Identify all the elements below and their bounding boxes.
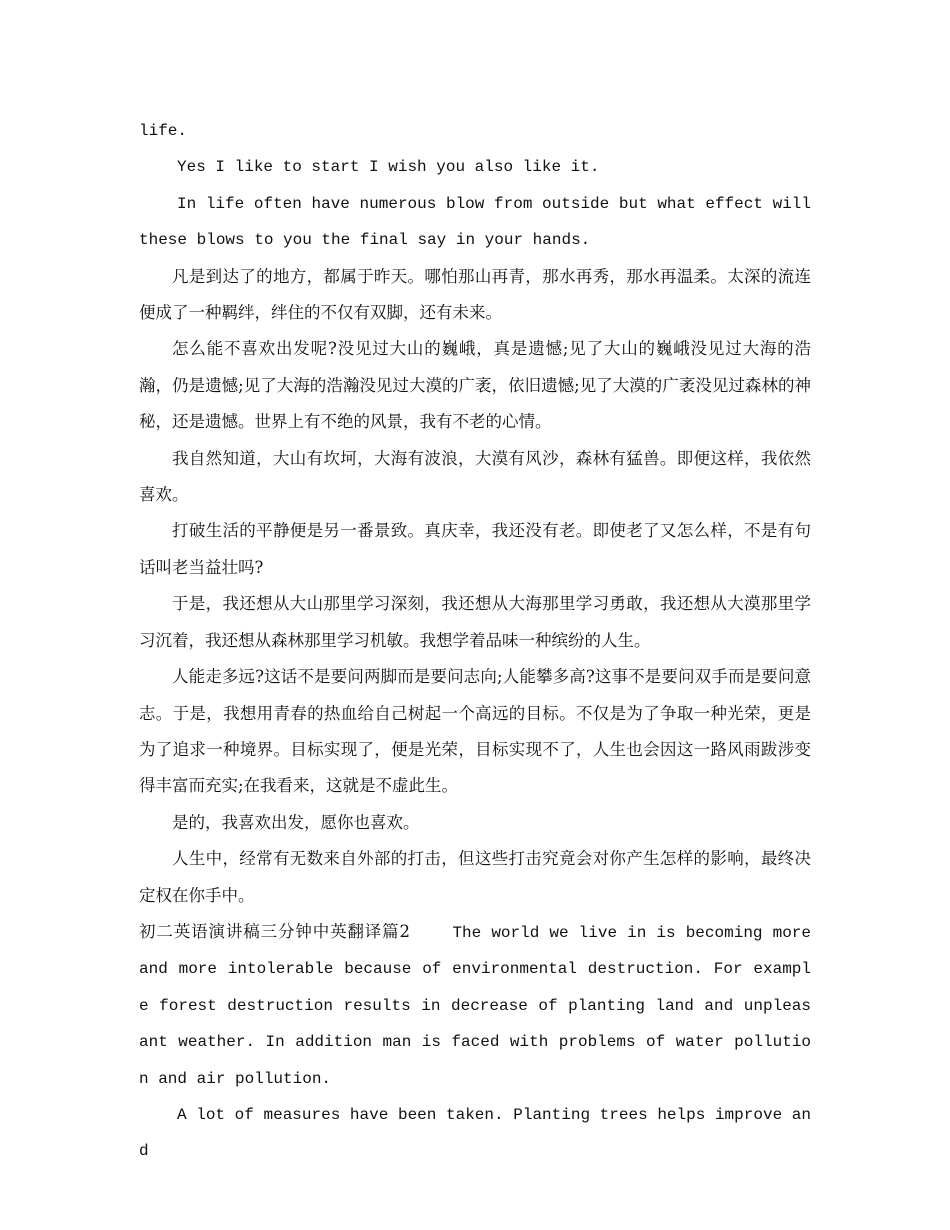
paragraph-cjk-5: 于是，我还想从大山那里学习深刻，我还想从大海那里学习勇敢，我还想从大漠那里学习沉着，我还想从森林那里学习机敏。我想学着品味一种缤纷的人生。 xyxy=(139,594,811,650)
paragraph-cjk-6: 人能走多远?这话不是要问两脚而是要问志向;人能攀多高?这事不是要问双手而是要问意志。于是，我想用青春的热血给自己树起一个高远的目标。不仅是为了争取一种光荣，更是为了追求一种境界。目标实现了，便是光荣，目标实现不了，人生也会因这一路风雨跋涉变得丰富而充实;在我看来，这就是不虚此生。 xyxy=(139,667,811,796)
paragraph-in-life: In life often have numerous blow from outside but what effect will these blows to you the final say in your hands. xyxy=(139,194,811,250)
document-body xyxy=(139,113,811,1170)
paragraph-cjk-2: 怎么能不喜欢出发呢?没见过大山的巍峨，真是遗憾;见了大山的巍峨没见过大海的浩瀚，仍是遗憾;见了大海的浩瀚没见过大漠的广袤，依旧遗憾;见了大漠的广袤没见过森林的神秘，还是遗憾。世界上有不绝的风景，我有不老的心情。 xyxy=(139,339,811,432)
section-body: The world we live in is becoming more and more intolerable because of environmental destruction. For example forest destruction results in decrease of planting land and unpleasant weather. In addition man is faced with problems of water pollution and air pollution. xyxy=(139,923,811,1088)
paragraph-cjk-3: 我自然知道，大山有坎坷，大海有波浪，大漠有风沙，森林有猛兽。即便这样，我依然喜欢。 xyxy=(139,448,811,505)
paragraph-cjk-8: 人生中，经常有无数来自外部的打击，但这些打击究竟会对你产生怎样的影响，最终决定权在你手中。 xyxy=(139,849,811,905)
section-paragraph xyxy=(139,914,811,1097)
paragraph-cjk-7: 是的，我喜欢出发，愿你也喜欢。 xyxy=(172,812,420,832)
paragraph-cjk-4: 打破生活的平静便是另一番景致。真庆幸，我还没有老。即使老了又怎么样，不是有句话叫老当益壮吗? xyxy=(139,521,811,577)
section-heading: 初二英语演讲稿三分钟中英翻译篇2 xyxy=(139,921,411,941)
paragraph-measures: A lot of measures have been taken. Planting trees helps improve and xyxy=(139,1105,811,1161)
paragraph-life: life. xyxy=(139,122,188,140)
paragraph-cjk-1: 凡是到达了的地方，都属于昨天。哪怕那山再青，那水再秀，那水再温柔。太深的流连便成了一种羁绊，绊住的不仅有双脚，还有未来。 xyxy=(139,266,811,323)
paragraph-yes-i-like: Yes I like to start I wish you also like it. xyxy=(177,158,600,177)
